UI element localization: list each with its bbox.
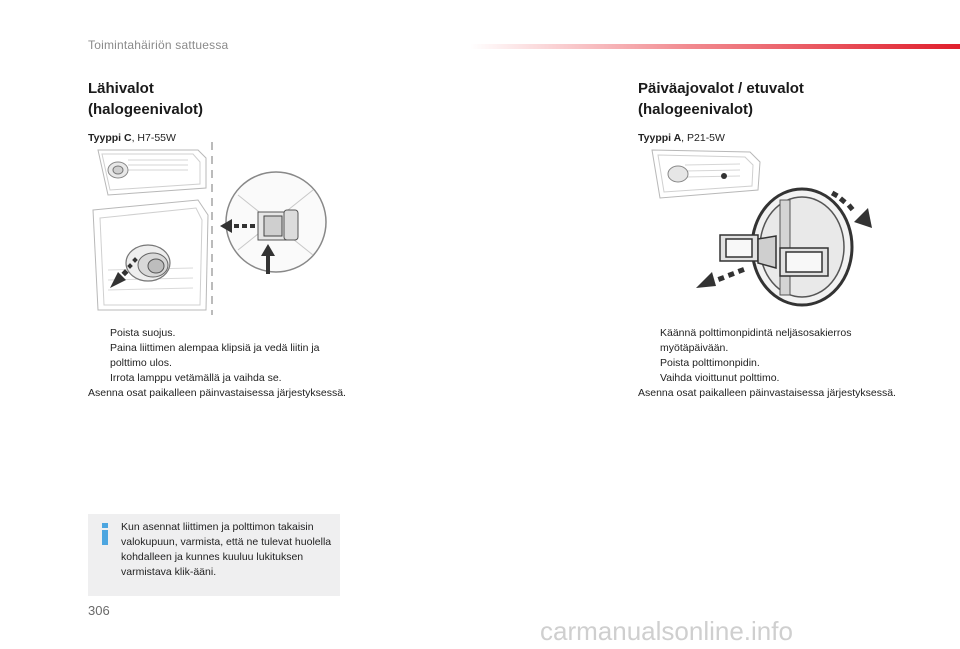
header-accent-bar: [470, 44, 960, 49]
daytime-type-spec: , P21-5W: [681, 132, 725, 144]
low-beam-reassembly-note: Asenna osat paikalleen päinvastaisessa järjestyksessä.: [88, 387, 346, 399]
daytime-light-step-text: Vaihda vioittunut polttimo.: [660, 372, 780, 384]
daytime-light-step-text: Poista polttimonpidin.: [660, 357, 760, 369]
low-beam-title-line1: Lähivalot: [88, 80, 154, 97]
low-beam-title-line2: (halogeenivalot): [88, 101, 204, 118]
low-beam-instructions: [88, 326, 350, 401]
daytime-light-step: [638, 326, 900, 356]
low-beam-title: [88, 78, 350, 120]
daytime-light-step: [638, 371, 900, 386]
info-box: [88, 514, 340, 596]
info-icon: [98, 523, 112, 545]
low-beam-step-text: Paina liittimen alempaa klipsiä ja vedä liitin ja polttimo ulos.: [110, 342, 320, 369]
low-beam-type-label: Tyyppi C: [88, 132, 132, 144]
daytime-type-label: Tyyppi A: [638, 132, 682, 144]
daytime-light-step: [638, 356, 900, 371]
low-beam-section: [88, 78, 350, 144]
page-number: 306: [88, 603, 110, 618]
low-beam-step: [88, 371, 350, 386]
daytime-light-title-line2: (halogeenivalot): [638, 101, 754, 118]
daytime-light-section: [638, 78, 900, 144]
watermark: carmanualsonline.info: [540, 616, 793, 646]
low-beam-step: [88, 341, 350, 371]
section-header: Toimintahäiriön sattuessa: [88, 38, 229, 52]
daytime-light-title-line1: Päiväajovalot / etuvalot: [638, 80, 804, 97]
low-beam-step-text: Poista suojus.: [110, 327, 176, 339]
low-beam-step-text: Irrota lamppu vetämällä ja vaihda se.: [110, 372, 282, 384]
low-beam-step: [88, 326, 350, 341]
daytime-light-step-text: Käännä polttimonpidintä neljäsosakierros myötäpäivään.: [660, 327, 852, 354]
daytime-light-reassembly-note: Asenna osat paikalleen päinvastaisessa järjestyksessä.: [638, 387, 896, 399]
daytime-light-illustration: [640, 140, 880, 315]
low-beam-type-spec: , H7-55W: [131, 132, 176, 144]
daytime-light-instructions: [638, 326, 900, 401]
low-beam-illustration: [88, 140, 338, 318]
info-text: Kun asennat liittimen ja polttimon takaisin valokupuun, varmista, että ne tulevat huolella kohdalleen ja kunnes kuuluu lukituksen varmistava klik-ääni.: [121, 521, 332, 578]
daytime-light-title: [638, 78, 900, 120]
